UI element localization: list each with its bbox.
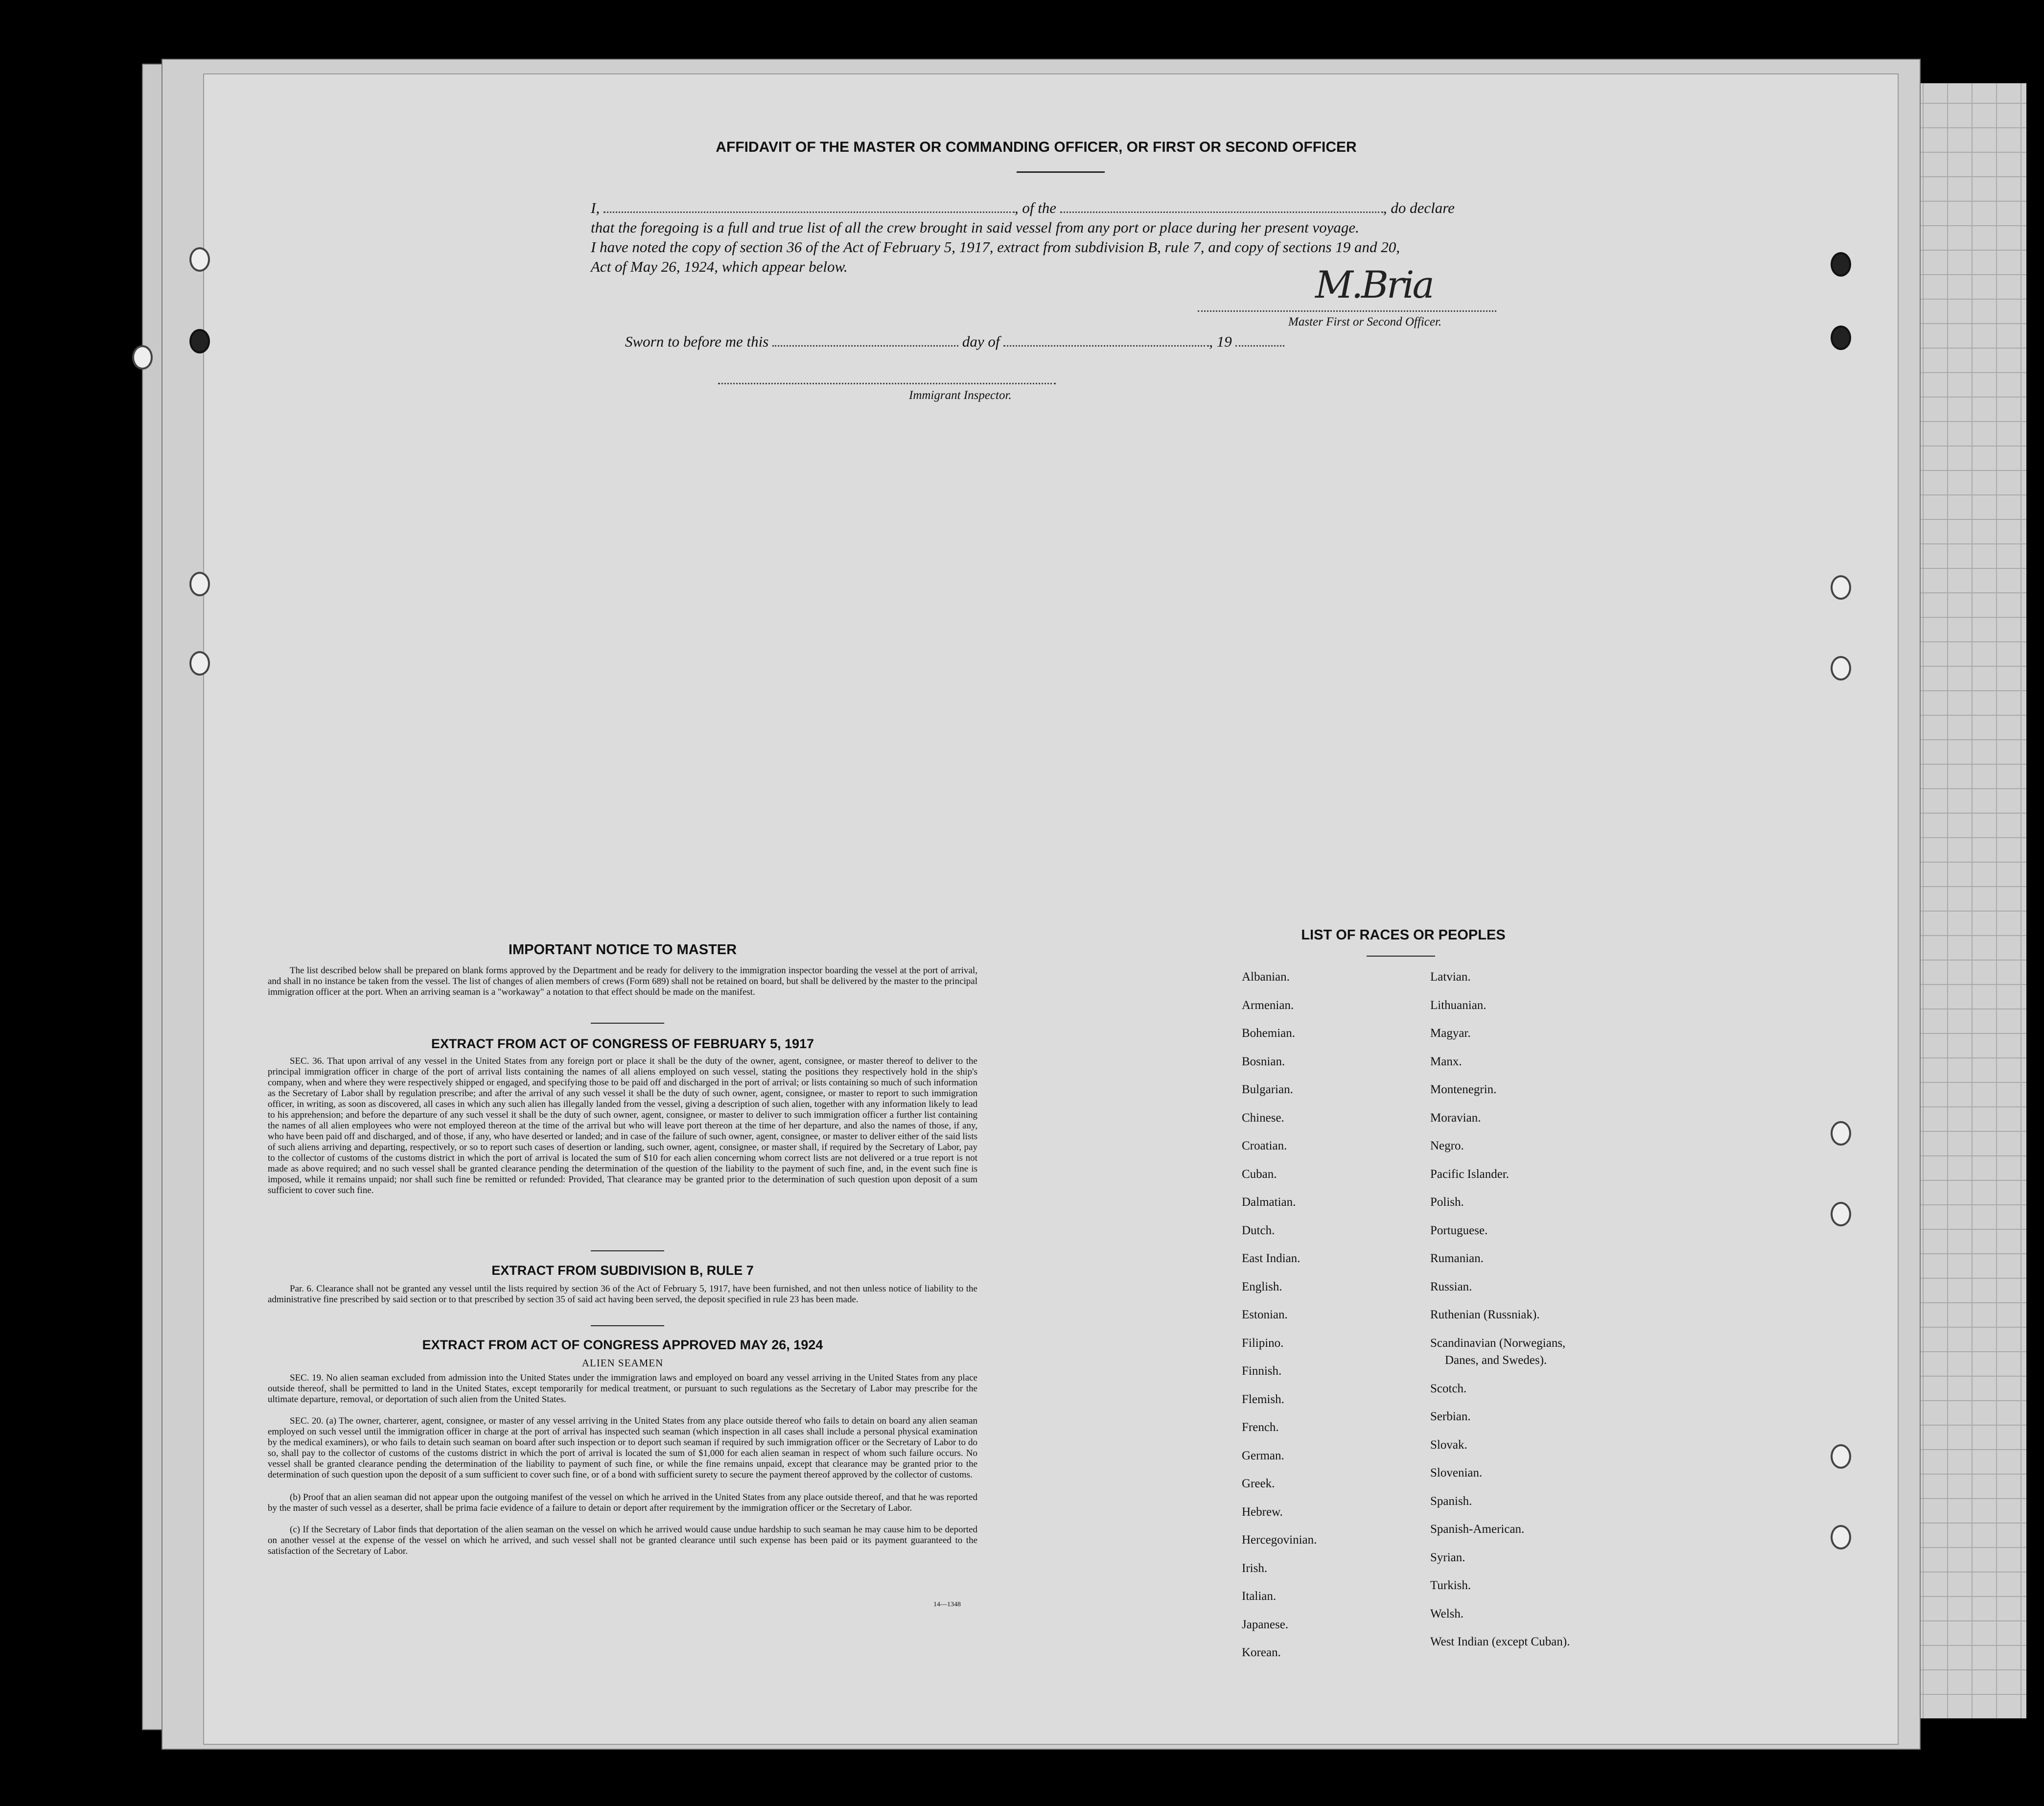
binder-hole: [1831, 1202, 1851, 1226]
affidavit-line1: [591, 199, 1643, 217]
inspector-caption: Immigrant Inspector.: [909, 389, 1012, 402]
race-item: Dutch.: [1242, 1223, 1275, 1237]
races-rule: [1367, 956, 1435, 957]
sworn-label: Sworn to before me this: [625, 333, 769, 350]
race-item: Syrian.: [1430, 1550, 1465, 1564]
races-right-column: [1430, 963, 1675, 1656]
race-item: Irish.: [1242, 1561, 1268, 1575]
race-item: Bosnian.: [1242, 1055, 1285, 1068]
extract-1917-title: EXTRACT FROM ACT OF CONGRESS OF FEBRUARY 5, 1917: [431, 1036, 814, 1051]
race-item: Finnish.: [1242, 1364, 1282, 1378]
race-item: Serbian.: [1430, 1410, 1471, 1423]
binder-hole: [189, 651, 210, 676]
race-item: Slovenian.: [1430, 1466, 1483, 1479]
notice-rule: [591, 1023, 664, 1024]
extract-1924-title: EXTRACT FROM ACT OF CONGRESS APPROVED MAY 26, 1924: [422, 1337, 823, 1352]
race-item: Latvian.: [1430, 970, 1471, 984]
binder-hole: [1831, 1121, 1851, 1146]
master-name-field[interactable]: [604, 211, 1015, 213]
rule7-title: EXTRACT FROM SUBDIVISION B, RULE 7: [491, 1263, 754, 1278]
extract-1917-body: SEC. 36. That upon arrival of any vessel in the United States from any foreign port or place it shall be the duty of the owner, agent, consignee, or master thereof to deliver to the principal immigration officer in charge of the port of arrival lists containing the names of all aliens employed on such vessel, stating the positions they respectively hold in the ship's company, when and where they were respectively shipped or engaged, and specifying those to be paid off and discharged in the port of arrival; or lists containing so much of such information as the Secretary of Labor shall by regulation prescribe; and after the arrival of any such vessel it shall be the duty of such owner, agent, consignee, or master to report to such immigration officer, in writing, as soon as discovered, all cases in which any such alien has illegally landed from the vessel, giving a description of such alien, together with any information likely to lead to his apprehension; and before the departure of any such vessel it shall be the duty of such owner, agent, consignee, or master to deliver to such immigration officer a further list containing the names of all alien employees who were not employed thereon at the time of the arrival but who will leave port thereon at the time of her departure, and also the names of those, if any, who have been paid off and discharged, and of those, if any, who have deserted or landed; and in case of the failure of such owner, agent, consignee, or master to deliver either of the said lists of such aliens arriving and departing, respectively, or so to report such cases of desertion or landing, such owner, agent, consignee, or master shall, if required by the Secretary of Labor, pay to the collector of customs of the customs district in which the port of arrival is located the sum of $10 for each alien concerning whom correct lists are not delivered or a true report is not made as above required; and no such vessel shall be granted clearance pending the determination of the question of the liability to the payment of such fine, and, in the event such fine is imposed, while it remains unpaid; nor shall such fine be remitted or refunded: Provided, That clearance may be granted prior to the determination of such question upon deposit of a sum sufficient to cover such fine.: [268, 1056, 977, 1196]
race-item: Italian.: [1242, 1590, 1277, 1603]
race-item: Filipino.: [1242, 1336, 1284, 1350]
race-item: Bulgarian.: [1242, 1083, 1293, 1096]
sec20c-body: (c) If the Secretary of Labor finds that deportation of the alien seaman on the vessel on which he arrived would cause undue hardship to such seaman he may cause him to be deported on another vessel at the expense of the vessel on which he arrived, and such vessel shall not be granted clearance until such expense has been paid or its payment guaranteed to the satisfaction of the Secretary of Labor.: [268, 1525, 977, 1556]
race-item: Scandinavian (Norwegians,: [1430, 1336, 1566, 1350]
binder-hole: [1831, 1525, 1851, 1549]
title-rule: [1017, 171, 1105, 173]
race-item: English.: [1242, 1280, 1282, 1293]
rule7-rule: [591, 1325, 664, 1326]
sec20a-body: SEC. 20. (a) The owner, charterer, agent, consignee, or master of any vessel arriving in the United States from any place outside thereof who fails to detain on board any alien seaman employed on such vessel until the immigration officer in charge at the port of arrival has inspected such seaman (which inspection in all cases shall include a personal physical examination by the medical examiners), or who fails to detain such seaman on board after such inspection or to deport such seaman if required by such immigration officer or the Secretary of Labor to do so, shall pay to the collector of customs of the customs district in which the port of arrival is located the sum of $1,000 for each alien seaman in respect of whom such failure occurs. No vessel shall be granted clearance pending the determination of the liability to payment of such fine, or while the fine remains unpaid, except that clearance may be granted prior to the determination of such question upon the deposit of a sum sufficient to cover such fine, or of a bond with sufficient surety to secure the payment thereof approved by the collector of customs.: [268, 1416, 977, 1480]
race-item: Slovak.: [1430, 1438, 1467, 1452]
race-item: Montenegrin.: [1430, 1083, 1497, 1096]
race-item: Armenian.: [1242, 998, 1294, 1012]
races-left-column: [1242, 963, 1389, 1667]
race-item: Portuguese.: [1430, 1223, 1488, 1237]
race-item: Turkish.: [1430, 1579, 1471, 1592]
signature-caption: Master First or Second Officer.: [1288, 315, 1442, 328]
extract-1924-subtitle: ALIEN SEAMEN: [581, 1357, 664, 1369]
race-item: Estonian.: [1242, 1308, 1288, 1321]
binder-hole: [1831, 575, 1851, 600]
sworn-line: [625, 333, 1284, 351]
race-item: Spanish-American.: [1430, 1523, 1525, 1536]
of-the-label: , of the: [1014, 199, 1057, 216]
affidavit-title: AFFIDAVIT OF THE MASTER OR COMMANDING OFFICER, OR FIRST OR SECOND OFFICER: [716, 139, 1357, 155]
sworn-year-field[interactable]: [1235, 345, 1284, 347]
race-item: Croatian.: [1242, 1139, 1287, 1152]
signature: M.Bria: [1315, 263, 1433, 306]
race-item: Scotch.: [1430, 1382, 1467, 1395]
manifest-sheet: [203, 73, 1899, 1745]
race-item: Ruthenian (Russniak).: [1430, 1308, 1540, 1321]
sec19-body: SEC. 19. No alien seaman excluded from admission into the United States under the immigration laws and employed on board any vessel arriving in the United States from any place outside thereof, shall be permitted to land in the United States, except temporarily for medical treatment, or pursuant to such regulations as the Secretary of Labor may prescribe for the ultimate departure, removal, or deportation of such alien from the United States.: [268, 1373, 977, 1405]
race-item: Chinese.: [1242, 1111, 1284, 1125]
extract-1917-rule: [591, 1250, 664, 1251]
race-item: German.: [1242, 1449, 1284, 1462]
notice-body: The list described below shall be prepared on blank forms approved by the Department and be ready for delivery to the immigration inspector boarding the vessel at the port of arrival, and shall in no instance be taken from the vessel. The list of changes of alien members of crews (Form 689) shall not be retained on board, but shall be delivered by the master to the principal immigration officer at the port. When an arriving seaman is a "workaway" a notation to that effect should be made on the manifest.: [268, 965, 977, 997]
races-title: LIST OF RACES OR PEOPLES: [1301, 927, 1506, 943]
binder-hole: [1831, 1444, 1851, 1469]
race-item: Dalmatian.: [1242, 1196, 1296, 1209]
inspector-line: [718, 383, 1056, 384]
binder-hole: [189, 572, 210, 596]
binder-hole: [1831, 252, 1851, 277]
race-item: Magyar.: [1430, 1027, 1471, 1040]
race-item: Pacific Islander.: [1430, 1167, 1510, 1181]
declare-label: , do declare: [1383, 199, 1455, 216]
signature-line: [1198, 310, 1496, 312]
race-item: Flemish.: [1242, 1392, 1284, 1406]
binder-hole: [1831, 326, 1851, 350]
rule7-body: Par. 6. Clearance shall not be granted any vessel until the lists required by section 36 of the Act of February 5, 1917, have been furnished, and not then unless notice of liability to the administrative fine prescribed by said section or to that prescribed by section 35 of said act having been served, the deposit specified in rule 23 has been made.: [268, 1284, 977, 1305]
race-item: Albanian.: [1242, 970, 1290, 984]
race-item: Bohemian.: [1242, 1027, 1296, 1040]
race-item: Manx.: [1430, 1055, 1462, 1068]
notice-title: IMPORTANT NOTICE TO MASTER: [508, 942, 737, 958]
form-number: 14—1348: [933, 1601, 961, 1608]
year-label: , 19: [1209, 333, 1232, 350]
sworn-month-field[interactable]: [1003, 345, 1209, 347]
race-item: Lithuanian.: [1430, 998, 1487, 1012]
race-item: Rumanian.: [1430, 1252, 1484, 1265]
binder-hole: [189, 329, 210, 353]
i-label: I,: [591, 199, 600, 216]
race-item: Cuban.: [1242, 1167, 1277, 1181]
race-item: Hebrew.: [1242, 1505, 1283, 1519]
race-item: Russian.: [1430, 1280, 1472, 1293]
affidavit-line2: that the foregoing is a full and true list of all the crew brought in said vessel from any port or place during her present voyage.: [591, 219, 1359, 236]
race-item: Greek.: [1242, 1477, 1275, 1490]
affidavit-line3: I have noted the copy of section 36 of the Act of February 5, 1917, extract from subdivision B, rule 7, and copy of sections 19 and 20,: [591, 238, 1400, 256]
race-item: Negro.: [1430, 1139, 1464, 1152]
race-item: Japanese.: [1242, 1618, 1289, 1631]
race-item: Moravian.: [1430, 1111, 1481, 1125]
race-item: East Indian.: [1242, 1252, 1301, 1265]
race-item: Korean.: [1242, 1646, 1281, 1659]
race-item: Welsh.: [1430, 1607, 1464, 1620]
race-item: West Indian (except Cuban).: [1430, 1635, 1570, 1648]
race-item: Danes, and Swedes).: [1445, 1354, 1547, 1367]
sworn-day-field[interactable]: [772, 345, 958, 347]
binder-hole: [132, 345, 153, 370]
vessel-name-field[interactable]: [1060, 211, 1383, 213]
race-item: Polish.: [1430, 1196, 1464, 1209]
race-item: French.: [1242, 1421, 1279, 1434]
affidavit-line4: Act of May 26, 1924, which appear below.: [591, 258, 848, 275]
race-item: Spanish.: [1430, 1494, 1472, 1508]
sec20b-body: (b) Proof that an alien seaman did not appear upon the outgoing manifest of the vessel on which he arrived in the United States from any place outside thereof, and that he was reported by the master of such vessel as a deserter, shall be prima facie evidence of a failure to detain or deport after requirement by the immigration officer or the Secretary of Labor.: [268, 1492, 977, 1513]
binder-hole: [1831, 656, 1851, 680]
race-item: Hercegovinian.: [1242, 1533, 1317, 1547]
day-of-label: day of: [962, 333, 1000, 350]
binder-hole: [189, 247, 210, 272]
